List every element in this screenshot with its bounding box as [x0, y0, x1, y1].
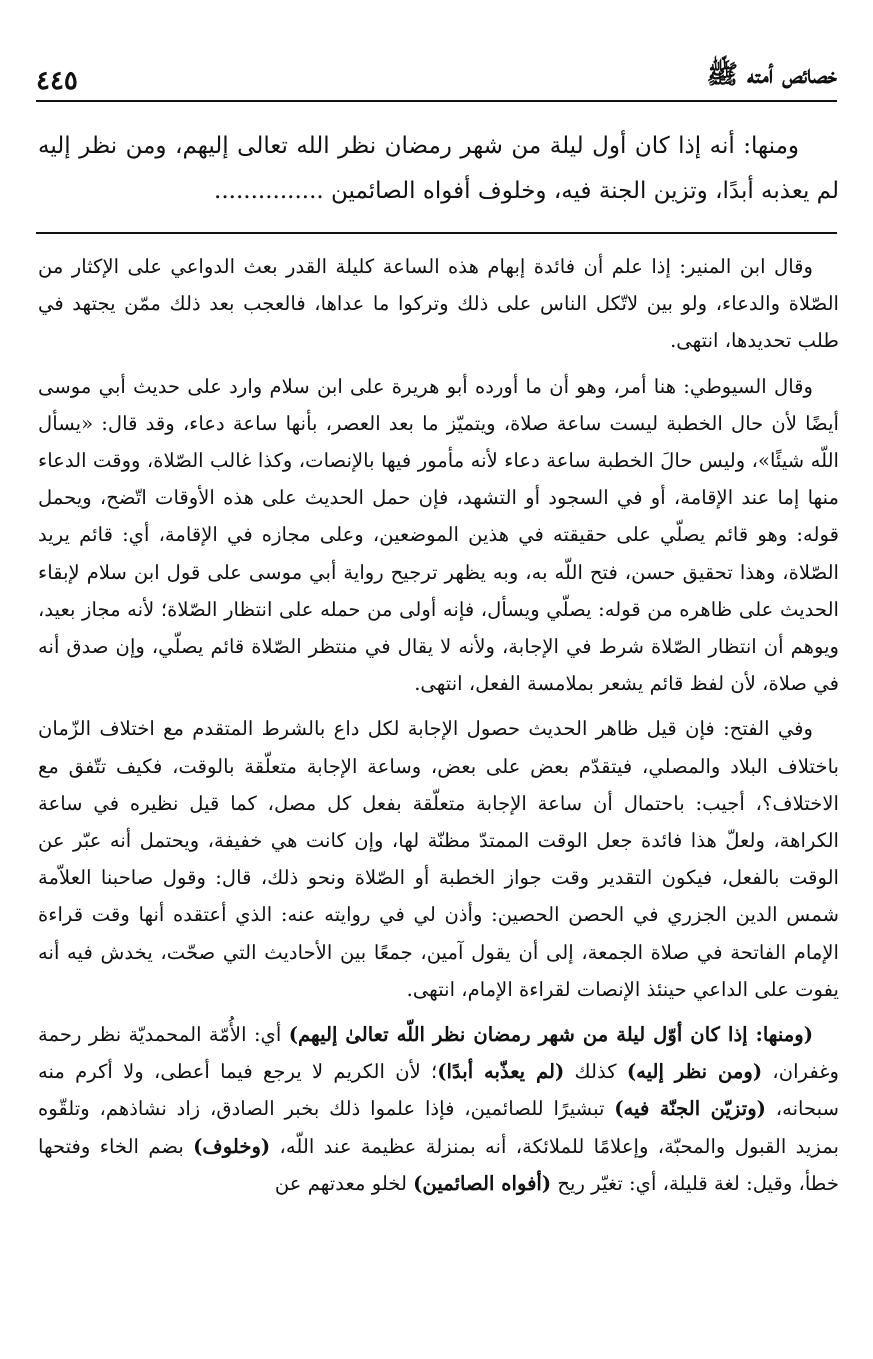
- quoted-phrase: (وخلوف): [193, 1134, 271, 1158]
- page-header: [36, 50, 837, 102]
- commentary-paragraph-4: [38, 1016, 839, 1202]
- running-title: خصائص أمته ﷺ: [706, 60, 837, 90]
- commentary-paragraph-3: وفي الفتح: فإن قيل ظاهر الحديث حصول الإجابة لكل داع بالشرط المتقدم مع اختلاف الزّمان باختلاف البلاد والمصلي، فيتقدّم بعض على بعض، وساعة الإجابة متعلّقة بالوقت، فكيف تتّفق مع الاختلاف؟، أجيب: باحتمال أن ساعة الإجابة متعلّقة بفعل كل مصل، كما قيل نظيره في ساعة الكراهة، ولعلّ هذا فائدة جعل الوقت الممتدّ مظنّة لها، وإن كانت هي خفيفة، ويحتمل أنه عبّر عن الوقت بالفعل، فيكون التقدير وقت جواز الخطبة أو الصّلاة ونحو ذلك، قال: وقول صاحبنا العلاّمة شمس الدين الجزري في الحصن الحصين: وأذن لي في روايته عنه: الذي أعتقده أنها وقت قراءة الإمام الفاتحة في صلاة الجمعة، إلى أن يقول آمين، جمعًا بين الأحاديث التي صحّت، يخدش فيه أنه يفوت على الداعي حينئذ الإنصات لقراءة الإمام، انتهى.: [38, 717, 839, 1001]
- page-number: ٤٤٥: [36, 66, 78, 96]
- commentary-text: لخلو معدتهم عن: [274, 1171, 414, 1195]
- separator-rule: [36, 232, 837, 234]
- commentary-text: ؛ لأن الكريم لا يرجع فيما أعطى، ولا أكرم منه سبحانه،: [38, 1060, 839, 1121]
- quoted-phrase: (ومنها: إذا كان أوّل ليلة من شهر رمضان نظر اللّه تعالىٰ إليهم): [288, 1023, 813, 1047]
- quoted-phrase: (ومن نظر إليه): [626, 1060, 763, 1084]
- commentary-text: بضم الخاء وفتحها خطأ، وقيل: لغة قليلة، أي: تغيّر ريح: [38, 1134, 839, 1195]
- quoted-phrase: (أفواه الصائمين): [413, 1171, 552, 1195]
- commentary: [38, 248, 839, 1202]
- commentary-text: تبشيرًا للصائمين، فإذا علموا ذلك بخبر الصادق، زاد نشاذهم، وتلقّوه بمزيد القبول والمحبّة، وإعلامًا للملائكة، أنه بمنزلة عظيمة عند اللّه،: [38, 1097, 839, 1158]
- main-text: [38, 124, 839, 214]
- commentary-text: كذلك: [564, 1060, 627, 1084]
- commentary-paragraph-1: وقال ابن المنير: إذا علم أن فائدة إبهام هذه الساعة كليلة القدر بعث الدواعي على الإكثار من الصّلاة والدعاء، ولو بين لاتّكل الناس على ذلك وتركوا ما عداها، فالعجب بعد ذلك ممّن يجتهد في طلب تحديدها، انتهى.: [38, 255, 839, 353]
- commentary-text: أي: الأُمّة المحمديّة نظر رحمة وغفران،: [38, 1023, 839, 1084]
- quoted-phrase: (لم يعذّبه أبدًا): [437, 1060, 565, 1084]
- quoted-phrase: (وتزيّن الجنّة فيه): [614, 1097, 766, 1121]
- commentary-paragraph-2: وقال السيوطي: هنا أمر، وهو أن ما أورده أبو هريرة على ابن سلام وارد على حديث أبي موسى أيضًا لأن حال الخطبة ليست ساعة صلاة، ويتميّز ما بعد العصر، بأنها ساعة دعاء، وقد قال: «يسأل اللّه شيئًا»، وليس حالَ الخطبة ساعة دعاء لأنه مأمور فيها بالإنصات، وكذا غالب الصّلاة، ووقت الدعاء منها إما عند الإقامة، أو في السجود أو التشهد، فإن حمل الحديث على هذه الأوقات اتّضح، ويحمل قوله: وهو قائم يصلّي على حقيقته في هذين الموضعين، وعلى مجازه في الإقامة، أي: قائم يريد الصّلاة، وهذا تحقيق حسن، فتح اللّه به، وبه يظهر ترجيح رواية أبي موسى على قول ابن سلام لإبقاء الحديث على ظاهره من قوله: يصلّي ويسأل، فإنه أولى من حمله على انتظار الصّلاة؛ لأنه مجاز بعيد، ويوهم أن انتظار الصّلاة شرط في الإجابة، ولأنه لا يقال في منتظر الصّلاة قائم يصلّي، وإن صدق أنه في صلاة، لأن لفظ قائم يشعر بملامسة الفعل، انتهى.: [38, 374, 839, 696]
- main-text-paragraph: ومنها: أنه إذا كان أول ليلة من شهر رمضان نظر الله تعالى إليهم، ومن نظر إليه لم يعذبه أبدًا، وتزين الجنة فيه، وخلوف أفواه الصائمين ...............: [38, 133, 839, 204]
